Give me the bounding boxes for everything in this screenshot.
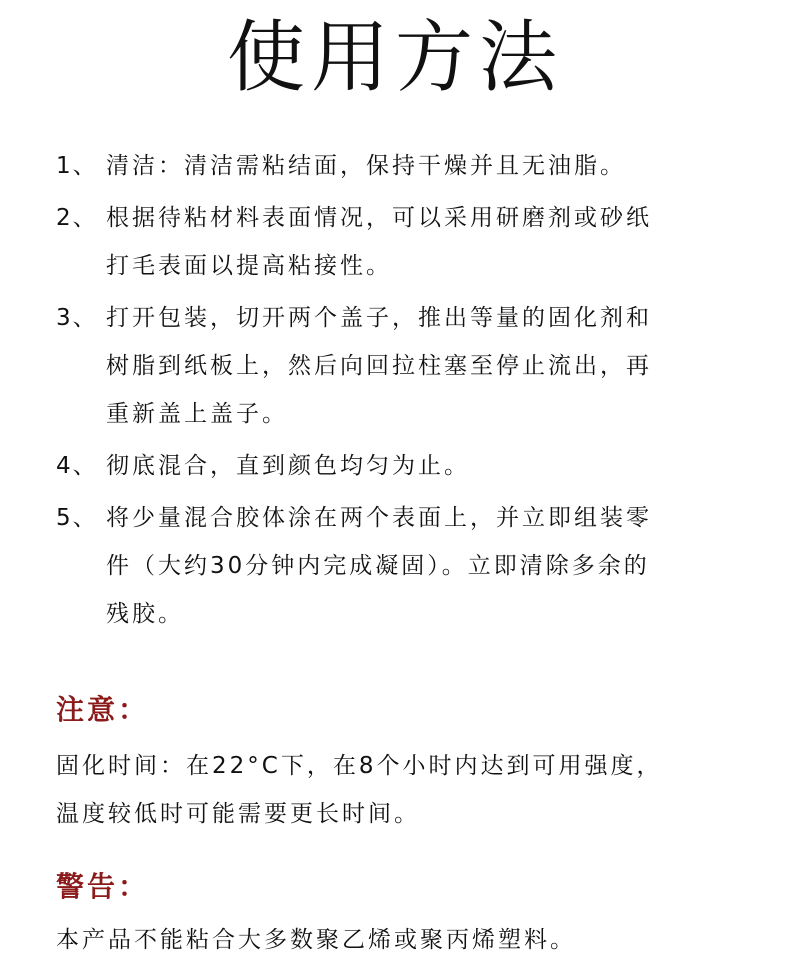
note-line: 温度较低时可能需要更长时间。 <box>56 801 420 827</box>
step-text <box>106 442 746 490</box>
step-number: 3、 <box>56 305 98 331</box>
step-item-1 <box>56 142 746 190</box>
page-title: 使用方法 <box>226 13 563 103</box>
step-item-5 <box>56 494 746 638</box>
step-line: 残胶。 <box>106 601 184 627</box>
step-line: 清洁：清洁需粘结面，保持干燥并且无油脂。 <box>106 153 626 179</box>
note-heading: 注意： <box>56 693 150 726</box>
step-text <box>106 494 746 638</box>
step-text <box>106 294 746 438</box>
step-text <box>106 194 746 290</box>
step-number: 2、 <box>56 205 98 231</box>
step-number: 5、 <box>56 505 98 531</box>
note-line: 固化时间：在22°C下，在8个小时内达到可用强度， <box>56 753 663 779</box>
warning-body <box>56 916 756 964</box>
step-line: 件（大约30分钟内完成凝固）。立即清除多余的 <box>106 553 650 579</box>
step-item-4 <box>56 442 746 490</box>
warning-heading: 警告： <box>56 870 150 903</box>
step-line: 打毛表面以提高粘接性。 <box>106 253 392 279</box>
step-item-2 <box>56 194 746 290</box>
step-number: 4、 <box>56 453 98 479</box>
steps-list <box>56 142 746 642</box>
note-body <box>56 742 756 838</box>
step-line: 树脂到纸板上，然后向回拉柱塞至停止流出，再 <box>106 353 652 379</box>
warning-line: 本产品不能粘合大多数聚乙烯或聚丙烯塑料。 <box>56 927 576 953</box>
step-text <box>106 142 746 190</box>
step-line: 重新盖上盖子。 <box>106 401 288 427</box>
step-line: 根据待粘材料表面情况，可以采用研磨剂或砂纸 <box>106 205 652 231</box>
step-item-3 <box>56 294 746 438</box>
step-number: 1、 <box>56 153 98 179</box>
step-line: 将少量混合胶体涂在两个表面上，并立即组装零 <box>106 505 652 531</box>
step-line: 彻底混合，直到颜色均匀为止。 <box>106 453 470 479</box>
step-line: 打开包装，切开两个盖子，推出等量的固化剂和 <box>106 305 652 331</box>
